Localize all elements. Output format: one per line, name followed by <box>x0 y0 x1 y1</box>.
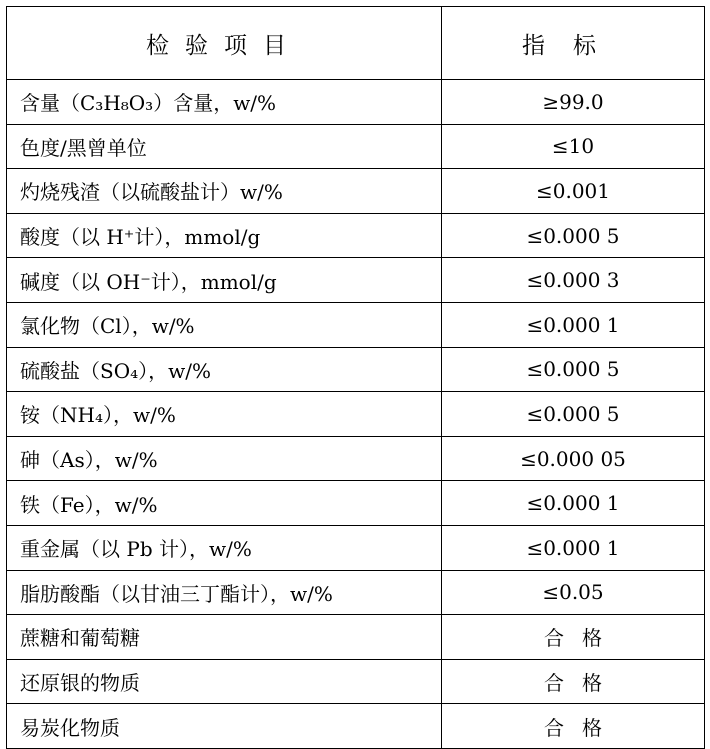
spec-cell: ≤0.001 <box>442 169 705 214</box>
item-cell: 重金属（以 Pb 计），w/% <box>7 525 442 570</box>
specification-table <box>6 6 705 749</box>
table-row <box>7 615 705 660</box>
table-row <box>7 347 705 392</box>
table-row <box>7 659 705 704</box>
table-row <box>7 213 705 258</box>
item-cell: 砷（As），w/% <box>7 436 442 481</box>
header-spec: 指标 <box>442 7 705 80</box>
item-cell: 易炭化物质 <box>7 704 442 749</box>
item-cell: 蔗糖和葡萄糖 <box>7 615 442 660</box>
item-cell: 色度/黑曾单位 <box>7 124 442 169</box>
table-row <box>7 124 705 169</box>
spec-cell: ≤0.000 5 <box>442 213 705 258</box>
spec-cell: ≤0.000 1 <box>442 525 705 570</box>
spec-cell: ≤0.05 <box>442 570 705 615</box>
item-cell: 氯化物（Cl），w/% <box>7 302 442 347</box>
item-cell: 脂肪酸酯（以甘油三丁酯计），w/% <box>7 570 442 615</box>
spec-cell: ≤0.000 3 <box>442 258 705 303</box>
spec-cell: ≤0.000 1 <box>442 481 705 526</box>
table-row <box>7 704 705 749</box>
spec-cell: ≤0.000 5 <box>442 392 705 437</box>
item-cell: 酸度（以 H⁺计），mmol/g <box>7 213 442 258</box>
item-cell: 灼烧残渣（以硫酸盐计）w/% <box>7 169 442 214</box>
item-cell: 铵（NH₄），w/% <box>7 392 442 437</box>
table-row <box>7 258 705 303</box>
table-row <box>7 525 705 570</box>
table-row <box>7 392 705 437</box>
table-row <box>7 481 705 526</box>
item-cell: 碱度（以 OH⁻计），mmol/g <box>7 258 442 303</box>
header-item: 检验项目 <box>7 7 442 80</box>
spec-cell: ≥99.0 <box>442 80 705 125</box>
table-row <box>7 80 705 125</box>
item-cell: 还原银的物质 <box>7 659 442 704</box>
spec-cell: ≤10 <box>442 124 705 169</box>
spec-cell: ≤0.000 05 <box>442 436 705 481</box>
item-cell: 含量（C₃H₈O₃）含量，w/% <box>7 80 442 125</box>
table-row <box>7 169 705 214</box>
item-cell: 硫酸盐（SO₄），w/% <box>7 347 442 392</box>
table-row <box>7 436 705 481</box>
spec-cell: 合格 <box>442 659 705 704</box>
spec-cell: 合格 <box>442 704 705 749</box>
table-row <box>7 302 705 347</box>
header-row <box>7 7 705 80</box>
table-row <box>7 570 705 615</box>
spec-cell: ≤0.000 1 <box>442 302 705 347</box>
item-cell: 铁（Fe），w/% <box>7 481 442 526</box>
spec-cell: 合格 <box>442 615 705 660</box>
spec-cell: ≤0.000 5 <box>442 347 705 392</box>
